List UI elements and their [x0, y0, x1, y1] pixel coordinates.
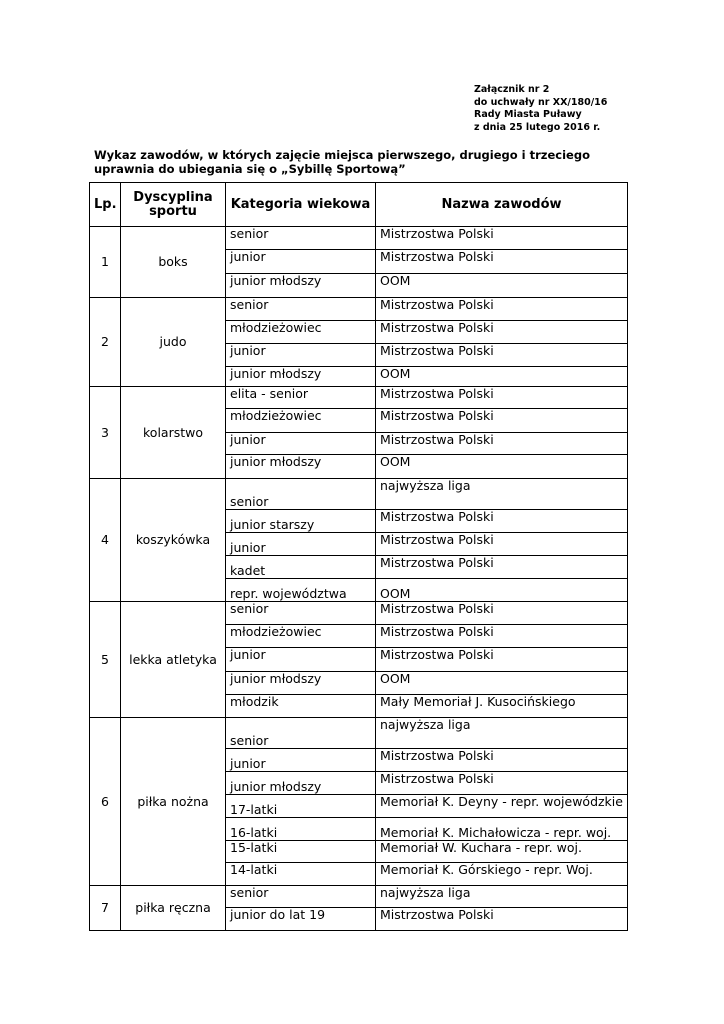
attachment-line-4: z dnia 25 lutego 2016 r. [474, 121, 601, 133]
cell-competition: Mistrzostwa Polski [376, 433, 628, 455]
cell-discipline: piłka nożna [121, 718, 226, 886]
cell-category: kadet [226, 556, 376, 579]
cell-competition: Mistrzostwa Polski [376, 533, 628, 556]
cell-category: 16-latki [226, 818, 376, 841]
cell-category: junior [226, 749, 376, 772]
cell-competition: OOM [376, 579, 628, 602]
cell-category: junior do lat 19 [226, 908, 376, 931]
cell-category: elita - senior [226, 387, 376, 409]
cell-discipline: piłka ręczna [121, 886, 226, 931]
cell-discipline: boks [121, 227, 226, 298]
cell-lp: 1 [90, 227, 121, 298]
cell-lp: 6 [90, 718, 121, 886]
cell-category: senior [226, 298, 376, 321]
cell-competition: najwyższa liga [376, 479, 628, 510]
cell-category: junior starszy [226, 510, 376, 533]
cell-category: senior [226, 602, 376, 625]
header-competition: Nazwa zawodów [376, 183, 628, 227]
cell-competition: Mały Memoriał J. Kusocińskiego [376, 695, 628, 718]
table-body [90, 227, 628, 931]
cell-category: junior [226, 344, 376, 367]
cell-lp: 7 [90, 886, 121, 931]
cell-category: junior młodszy [226, 274, 376, 298]
cell-competition: Mistrzostwa Polski [376, 344, 628, 367]
table-row [90, 718, 628, 749]
cell-category: senior [226, 886, 376, 908]
cell-discipline: judo [121, 298, 226, 387]
cell-category: młodzieżowiec [226, 409, 376, 433]
cell-competition: Mistrzostwa Polski [376, 648, 628, 672]
cell-lp: 5 [90, 602, 121, 718]
cell-competition: Mistrzostwa Polski [376, 625, 628, 648]
cell-competition: Memoriał K. Michałowicza - repr. woj. [376, 818, 628, 841]
cell-category: senior [226, 718, 376, 749]
cell-category: junior [226, 648, 376, 672]
cell-competition: Mistrzostwa Polski [376, 602, 628, 625]
cell-category: junior młodszy [226, 367, 376, 387]
cell-category: repr. województwa [226, 579, 376, 602]
cell-competition: Mistrzostwa Polski [376, 749, 628, 772]
cell-competition: OOM [376, 367, 628, 387]
cell-category: junior [226, 533, 376, 556]
table-row [90, 387, 628, 409]
header-category: Kategoria wiekowa [226, 183, 376, 227]
cell-category: senior [226, 479, 376, 510]
competition-table [89, 182, 628, 931]
document-title: Wykaz zawodów, w których zajęcie miejsca pierwszego, drugiego i trzeciego uprawnia do ubiegania się o „Sybillę Sportową” [94, 148, 590, 176]
header-lp: Lp. [90, 183, 121, 227]
cell-category: junior [226, 433, 376, 455]
cell-competition: Mistrzostwa Polski [376, 409, 628, 433]
cell-category: junior młodszy [226, 455, 376, 479]
cell-competition: Memoriał K. Deyny - repr. wojewódzkie [376, 795, 628, 818]
cell-category: młodzieżowiec [226, 321, 376, 344]
table-row [90, 227, 628, 250]
cell-competition: Memoriał W. Kuchara - repr. woj. [376, 841, 628, 863]
cell-competition: OOM [376, 455, 628, 479]
cell-competition: Mistrzostwa Polski [376, 908, 628, 931]
cell-lp: 4 [90, 479, 121, 602]
cell-competition: Memoriał K. Górskiego - repr. Woj. [376, 863, 628, 886]
cell-competition: Mistrzostwa Polski [376, 556, 628, 579]
cell-discipline: lekka atletyka [121, 602, 226, 718]
table-row [90, 886, 628, 908]
cell-lp: 2 [90, 298, 121, 387]
cell-competition: Mistrzostwa Polski [376, 321, 628, 344]
cell-competition: Mistrzostwa Polski [376, 227, 628, 250]
table-header-row [90, 183, 628, 227]
cell-competition: Mistrzostwa Polski [376, 298, 628, 321]
cell-competition: OOM [376, 672, 628, 695]
attachment-note [474, 84, 607, 134]
cell-competition: najwyższa liga [376, 718, 628, 749]
header-discipline: Dyscyplina sportu [121, 183, 226, 227]
cell-competition: Mistrzostwa Polski [376, 772, 628, 795]
cell-category: junior [226, 250, 376, 274]
cell-competition: Mistrzostwa Polski [376, 250, 628, 274]
cell-category: 15-latki [226, 841, 376, 863]
cell-lp: 3 [90, 387, 121, 479]
cell-category: młodzik [226, 695, 376, 718]
attachment-line-1: Załącznik nr 2 [474, 84, 550, 95]
cell-category: 17-latki [226, 795, 376, 818]
attachment-line-3: Rady Miasta Puławy [474, 109, 582, 120]
cell-discipline: kolarstwo [121, 387, 226, 479]
cell-discipline: koszykówka [121, 479, 226, 602]
cell-competition: Mistrzostwa Polski [376, 387, 628, 409]
attachment-line-2: do uchwały nr XX/180/16 [474, 96, 608, 108]
cell-category: junior młodszy [226, 672, 376, 695]
table-row [90, 602, 628, 625]
cell-category: senior [226, 227, 376, 250]
table-row [90, 298, 628, 321]
cell-category: młodzieżowiec [226, 625, 376, 648]
cell-competition: najwyższa liga [376, 886, 628, 908]
cell-competition: Mistrzostwa Polski [376, 510, 628, 533]
cell-competition: OOM [376, 274, 628, 298]
cell-category: 14-latki [226, 863, 376, 886]
table-row [90, 479, 628, 510]
cell-category: junior młodszy [226, 772, 376, 795]
